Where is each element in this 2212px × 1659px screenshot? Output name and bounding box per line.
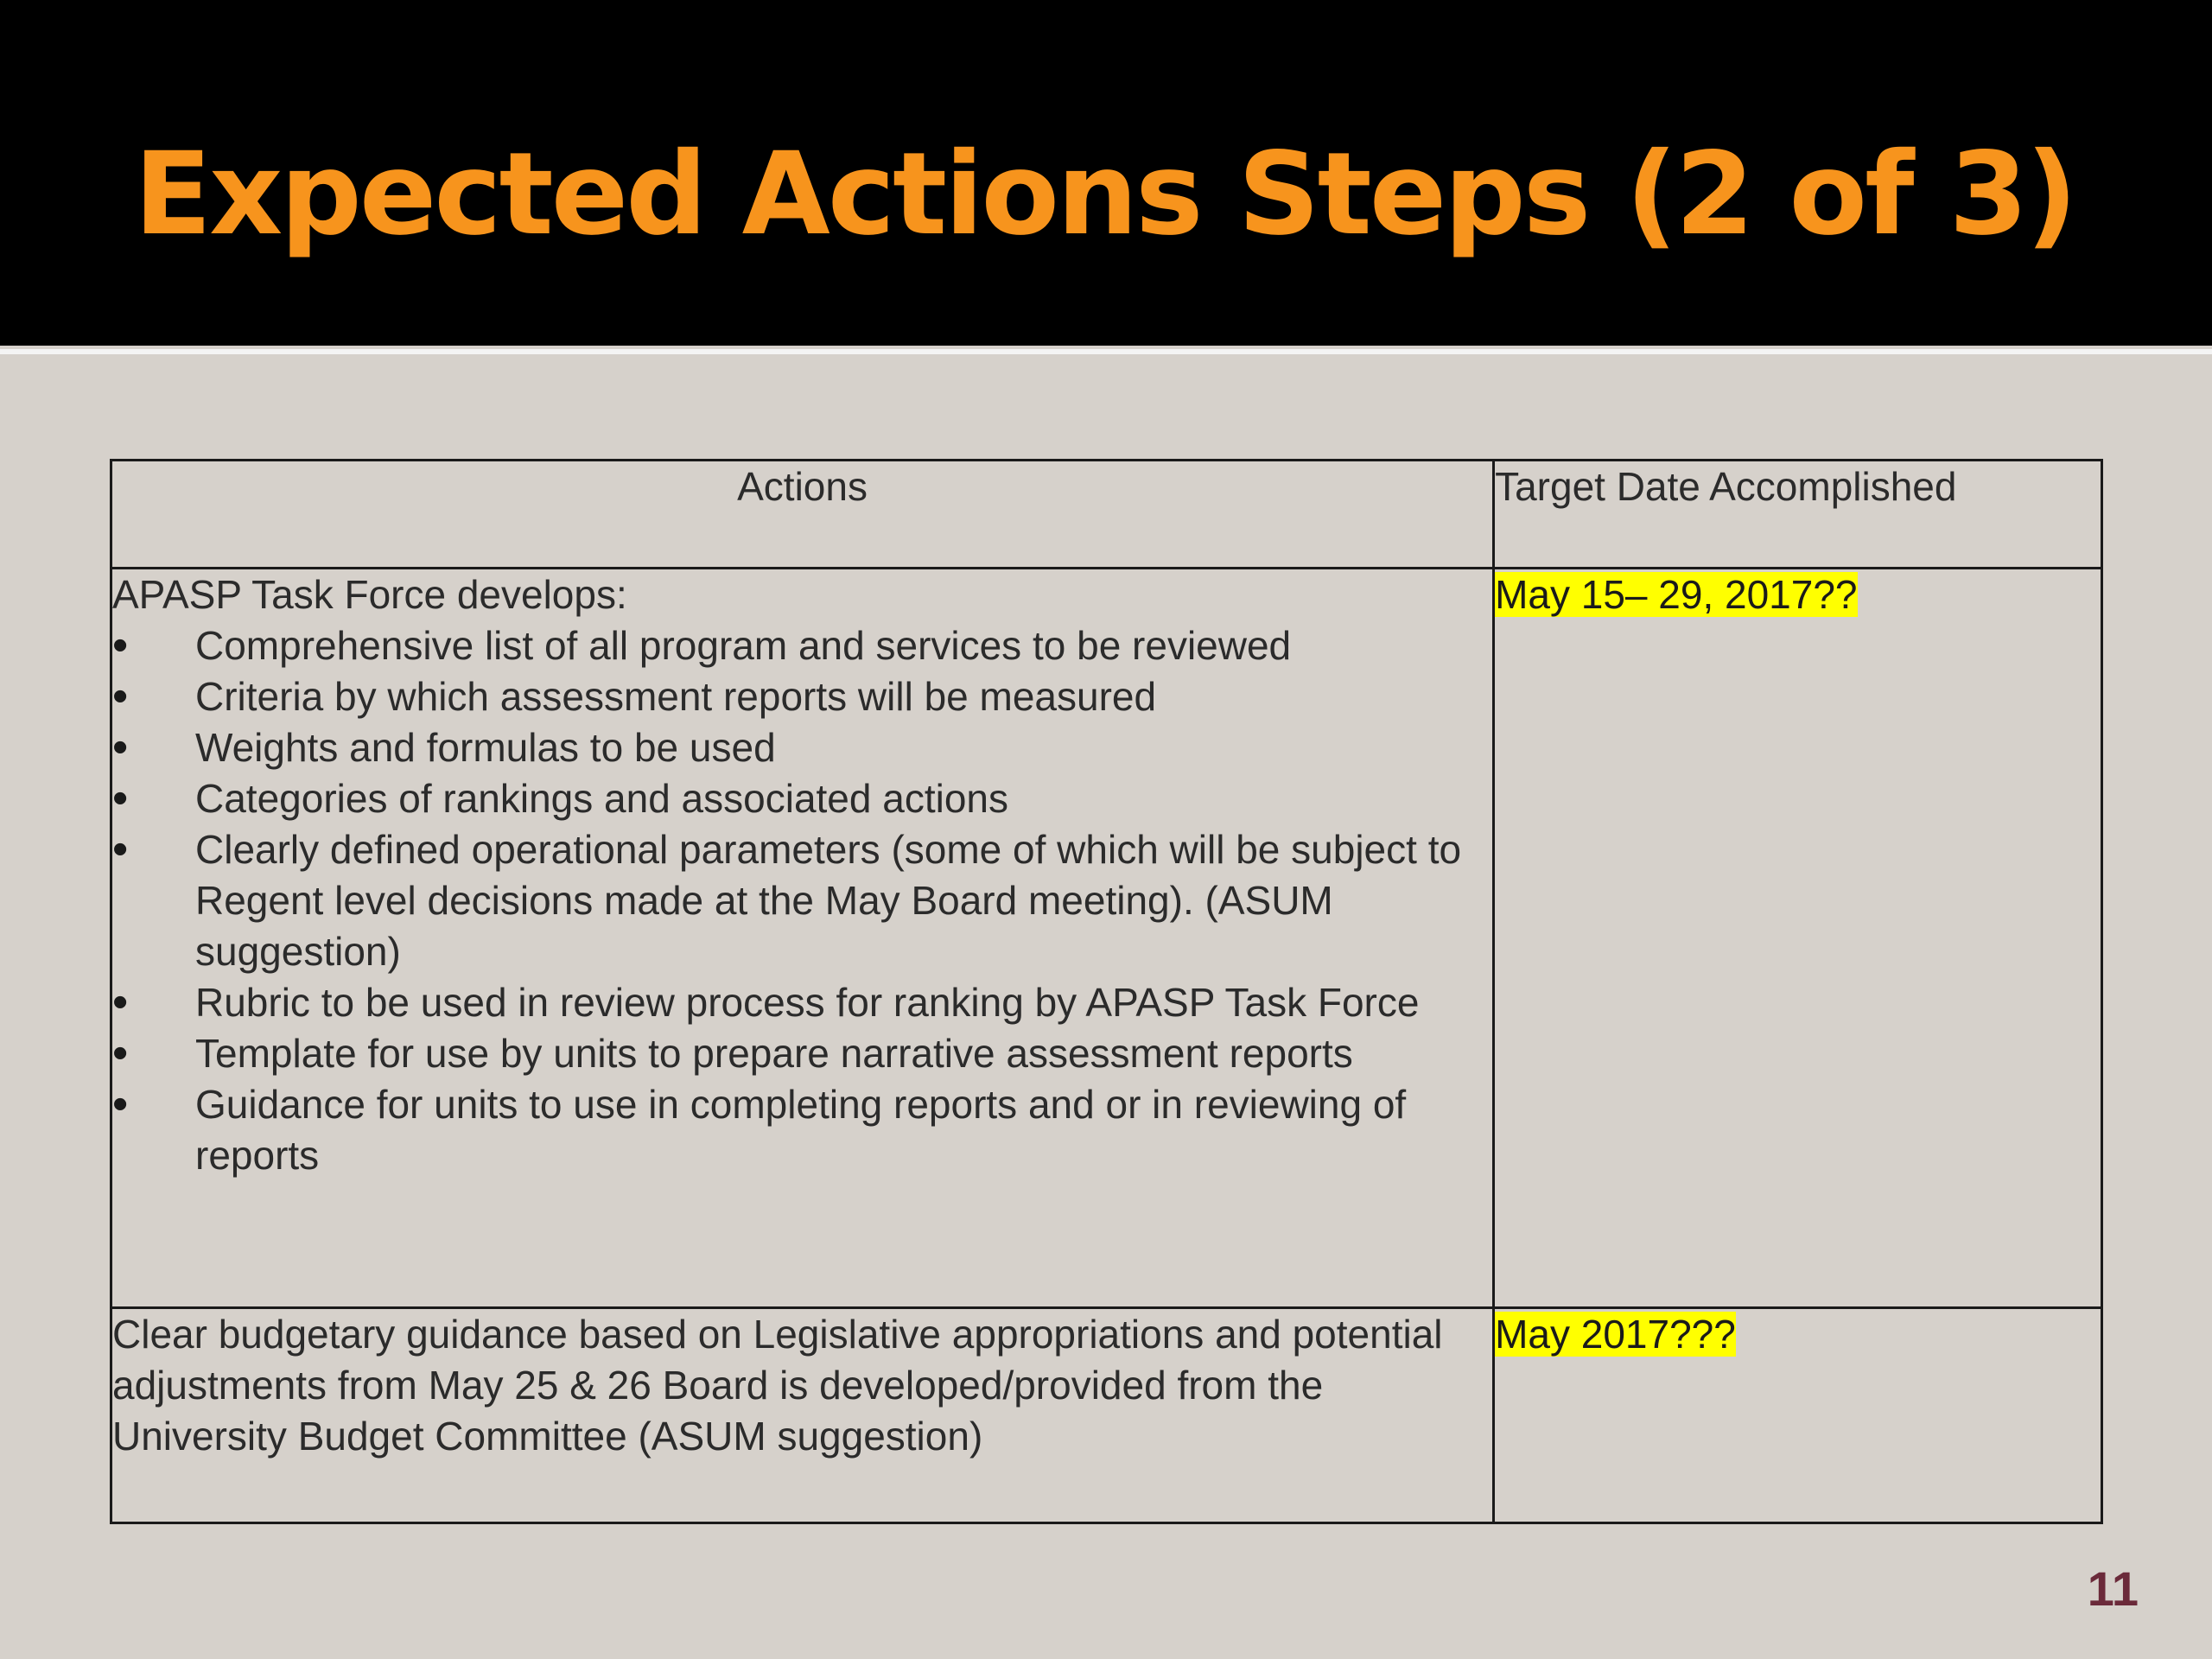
target-date-cell bbox=[1494, 1308, 2102, 1523]
target-date-cell bbox=[1494, 569, 2102, 1308]
action-bullet: • Clearly defined operational parameters (some of which will be subject to Regent level decisions made at the May Board meeting). (ASUM suggestion) bbox=[112, 824, 1492, 977]
header-target-date: Target Date Accomplished bbox=[1494, 461, 2102, 569]
page-number: 11 bbox=[2087, 1561, 2139, 1616]
action-bullet: • Guidance for units to use in completing reports and or in reviewing of reports bbox=[112, 1079, 1492, 1181]
action-text: Clear budgetary guidance based on Legislative appropriations and potential adjustments from May 25 & 26 Board is developed/provided from the University Budget Committee (ASUM suggestion) bbox=[112, 1312, 1443, 1459]
header-actions: Actions bbox=[111, 461, 1494, 569]
action-intro: APASP Task Force develops: bbox=[112, 572, 627, 617]
action-cell bbox=[111, 569, 1494, 1308]
title-divider bbox=[0, 349, 2212, 354]
action-bullet: • Template for use by units to prepare narrative assessment reports bbox=[112, 1028, 1492, 1079]
action-cell bbox=[111, 1308, 1494, 1523]
table-row bbox=[111, 569, 2102, 1308]
table-row bbox=[111, 1308, 2102, 1523]
action-bullet: • Comprehensive list of all program and services to be reviewed bbox=[112, 620, 1492, 671]
action-bullet: • Criteria by which assessment reports will be measured bbox=[112, 671, 1492, 722]
target-date-highlight: May 2017??? bbox=[1495, 1312, 1736, 1357]
action-bullet: • Rubric to be used in review process for ranking by APASP Task Force bbox=[112, 977, 1492, 1028]
target-date-highlight: May 15– 29, 2017?? bbox=[1495, 572, 1858, 617]
actions-table bbox=[110, 459, 2103, 1524]
table-header-row bbox=[111, 461, 2102, 569]
action-bullet: • Weights and formulas to be used bbox=[112, 722, 1492, 773]
slide-title: Expected Actions Steps (2 of 3) bbox=[134, 128, 2075, 261]
action-bullet-list bbox=[112, 620, 1492, 1181]
action-bullet: • Categories of rankings and associated actions bbox=[112, 773, 1492, 824]
